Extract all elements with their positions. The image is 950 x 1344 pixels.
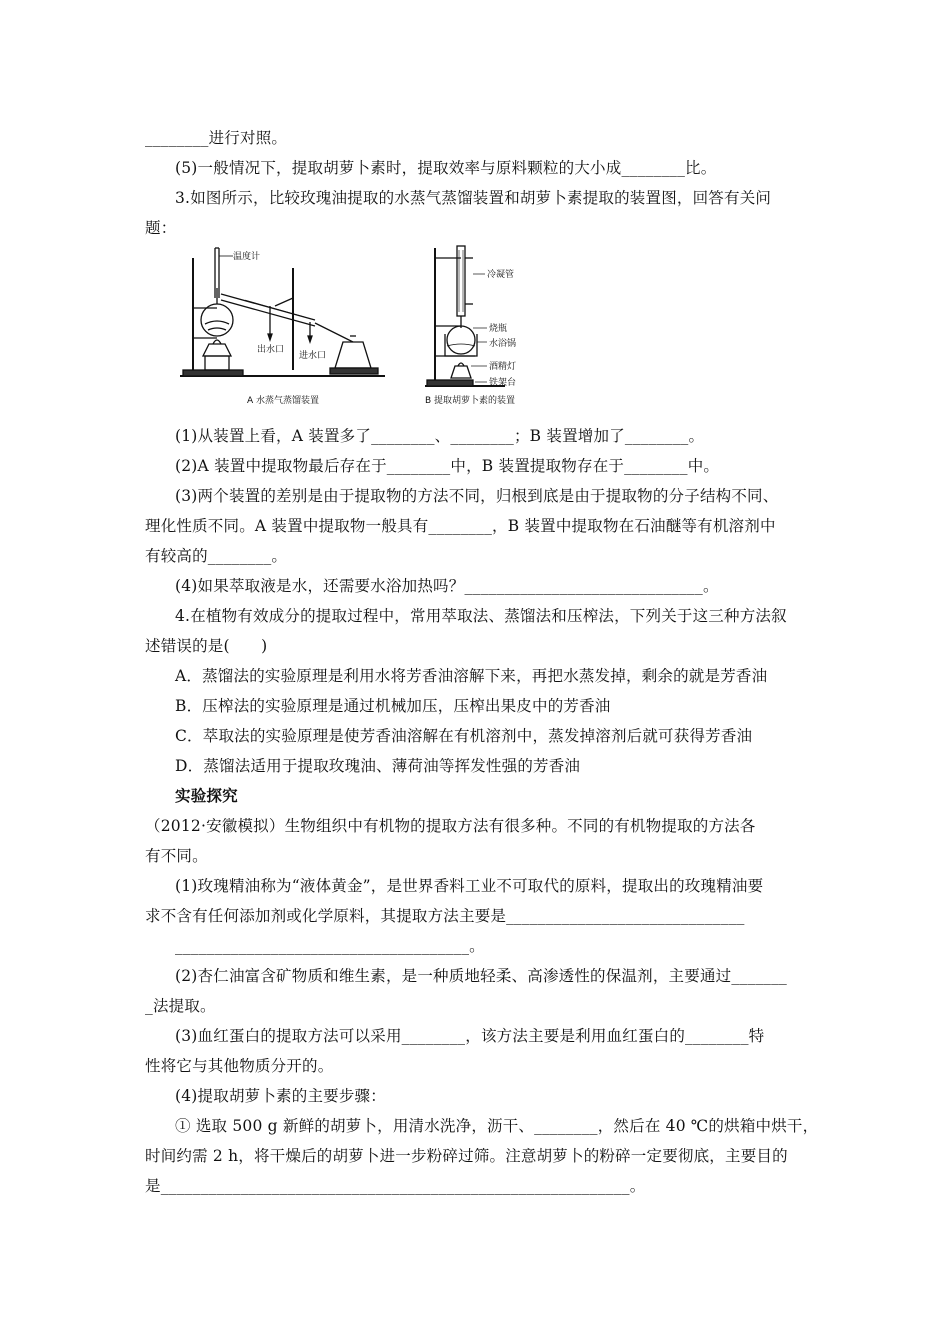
text-line: ① 选取 500 g 新鲜的胡萝卜，用清水洗净，沥干、________，然后在 40 ℃的烘箱中烘干，: [175, 1117, 819, 1135]
text-line: （2012·安徽模拟）生物组织中有机物的提取方法有很多种。不同的有机物提取的方法各: [145, 817, 756, 835]
text-line: 有不同。: [145, 847, 208, 865]
text-line: (4)提取胡萝卜素的主要步骤：: [175, 1087, 386, 1105]
text-line: (3)血红蛋白的提取方法可以采用________，该方法主要是利用血红蛋白的________特: [175, 1027, 765, 1045]
text-line: _法提取。: [145, 997, 216, 1015]
label-stand: 铁架台: [489, 378, 517, 388]
option-d: D．蒸馏法适用于提取玫瑰油、薄荷油等挥发性强的芳香油: [175, 757, 581, 775]
apparatus-diagram: [175, 238, 625, 413]
text-line: 述错误的是( ): [145, 637, 268, 655]
text-line: 有较高的________。: [145, 547, 288, 565]
apparatus-figure: [175, 238, 625, 413]
text-line: (2)杏仁油富含矿物质和维生素，是一种质地轻柔、高渗透性的保温剂，主要通过_______: [175, 967, 788, 985]
text-line: 是___________________________________________________________。: [145, 1177, 646, 1195]
label-flask: 烧瓶: [489, 324, 508, 334]
text-line: (1)从装置上看，A 装置多了________、________；B 装置增加了________。: [175, 427, 705, 445]
option-b: B．压榨法的实验原理是通过机械加压，压榨出果皮中的芳香油: [175, 697, 611, 715]
text-line: 求不含有任何添加剂或化学原料，其提取方法主要是______________________________: [145, 907, 745, 925]
text-line: ________进行对照。: [145, 129, 288, 147]
text-line: 理化性质不同。A 装置中提取物一般具有________，B 装置中提取物在石油醚等有机溶剂中: [145, 517, 776, 535]
text-line: (2)A 装置中提取物最后存在于________中，B 装置提取物存在于________中。: [175, 457, 720, 475]
question-3-stem: 3.如图所示，比较玫瑰油提取的水蒸气蒸馏装置和胡萝卜素提取的装置图，回答有关问: [175, 189, 772, 207]
text-line: (4)如果萃取液是水，还需要水浴加热吗？______________________________。: [175, 577, 719, 595]
label-lamp: 酒精灯: [489, 362, 517, 372]
text-line: (5)一般情况下，提取胡萝卜素时，提取效率与原料颗粒的大小成________比。: [175, 159, 717, 177]
section-heading: 实验探究: [175, 786, 238, 805]
option-a: A．蒸馏法的实验原理是利用水将芳香油溶解下来，再把水蒸发掉，剩余的就是芳香油: [175, 667, 768, 685]
label-condenser: 冷凝管: [487, 270, 515, 280]
text-line: _____________________________________。: [175, 937, 485, 955]
text-line: 时间约需 2 h，将干燥后的胡萝卜进一步粉碎过筛。注意胡萝卜的粉碎一定要彻底，主要目的: [145, 1147, 788, 1165]
question-4-stem: 4.在植物有效成分的提取过程中，常用萃取法、蒸馏法和压榨法，下列关于这三种方法叙: [175, 607, 787, 625]
label-water-bath: 水浴锅: [489, 339, 517, 349]
caption-a: A 水蒸气蒸馏装置: [247, 396, 320, 406]
text-line: (3)两个装置的差别是由于提取物的方法不同，归根到底是由于提取物的分子结构不同、: [175, 487, 779, 505]
label-water-in: 进水口: [299, 351, 327, 361]
caption-b: B 提取胡萝卜素的装置: [425, 396, 516, 406]
text-line: (1)玫瑰精油称为“液体黄金”，是世界香料工业不可取代的原料，提取出的玫瑰精油要: [175, 877, 764, 895]
label-thermometer: 温度计: [233, 252, 261, 262]
option-c: C．萃取法的实验原理是使芳香油溶解在有机溶剂中，蒸发掉溶剂后就可获得芳香油: [175, 727, 753, 745]
text-line: 性将它与其他物质分开的。: [145, 1057, 334, 1075]
text-line: 题：: [145, 219, 177, 237]
label-water-out: 出水口: [257, 345, 285, 355]
